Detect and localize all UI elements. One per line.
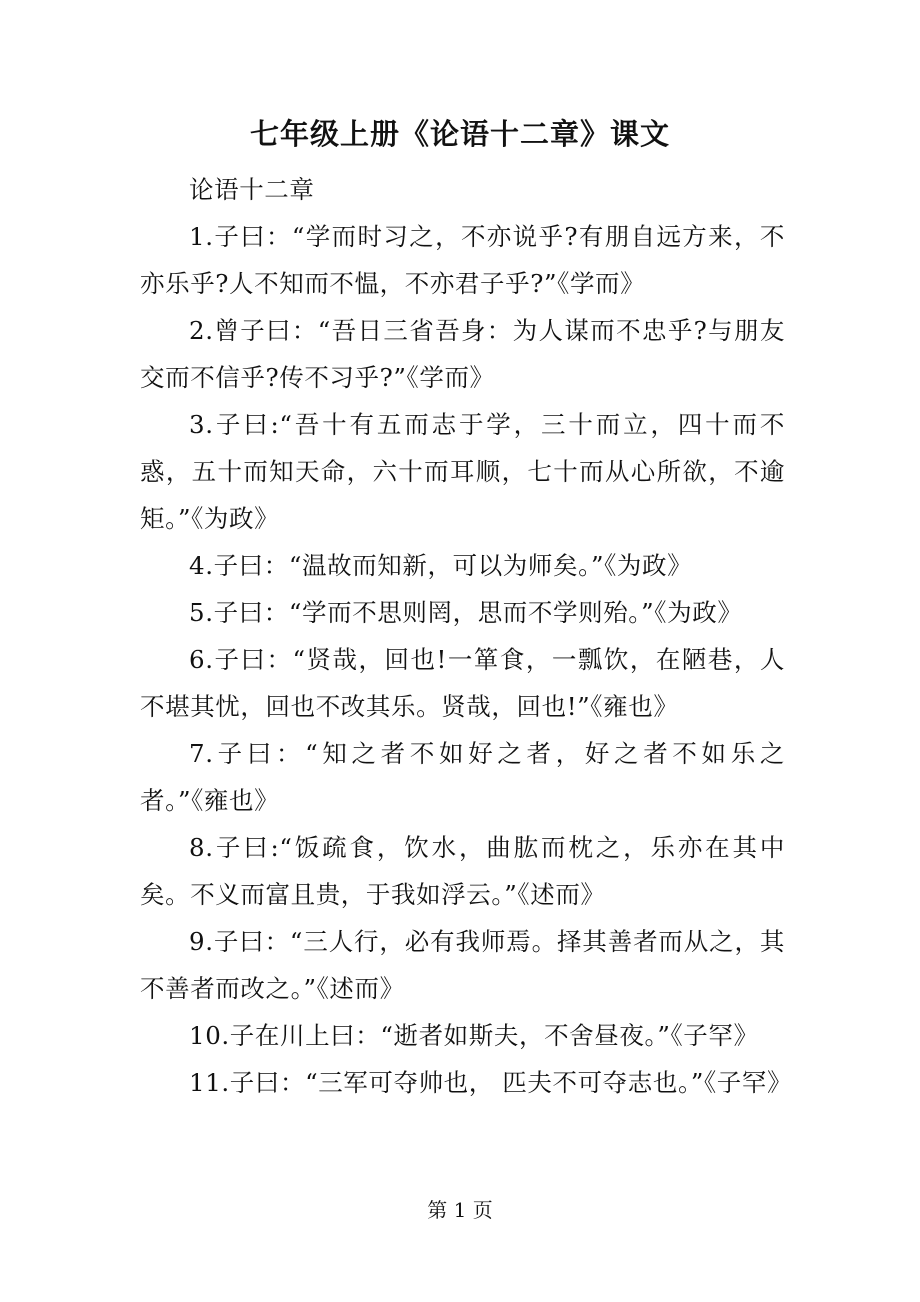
document-body — [140, 166, 793, 1106]
paragraph-6: 6.子曰：“贤哉，回也!一箪食，一瓢饮，在陋巷，人不堪其忧，回也不改其乐。贤哉，回也!”《雍也》 — [140, 645, 785, 721]
paragraph-8: 8.子曰:“饭疏食，饮水，曲肱而枕之，乐亦在其中矣。不义而富且贵，于我如浮云。”《述而》 — [140, 833, 785, 909]
paragraph-10: 10.子在川上曰：“逝者如斯夫，不舍昼夜。”《子罕》 — [189, 1021, 759, 1050]
paragraph-2: 2.曾子曰：“吾日三省吾身：为人谋而不忠乎?与朋友交而不信乎?传不习乎?”《学而》 — [140, 316, 785, 392]
paragraph-3: 3.子曰:“吾十有五而志于学，三十而立，四十而不惑，五十而知天命，六十而耳顺，七十而从心所欲，不逾矩。”《为政》 — [140, 410, 785, 533]
paragraph-1: 1.子曰：“学而时习之，不亦说乎?有朋自远方来，不亦乐乎?人不知而不愠，不亦君子乎?”《学而》 — [140, 222, 785, 298]
paragraph-4: 4.子曰：“温故而知新，可以为师矣。”《为政》 — [189, 551, 693, 580]
paragraph-7: 7.子曰：“知之者不如好之者，好之者不如乐之者。”《雍也》 — [140, 739, 785, 815]
paragraph-11: 11.子曰：“三军可夺帅也， 匹夫不可夺志也。”《子罕》 — [189, 1068, 793, 1097]
paragraph-5: 5.子曰：“学而不思则罔，思而不学则殆。”《为政》 — [189, 598, 743, 627]
section-subtitle: 论语十二章 — [189, 175, 315, 204]
page-number: 第 1 页 — [427, 1198, 493, 1222]
paragraph-9: 9.子曰：“三人行，必有我师焉。择其善者而从之，其不善者而改之。”《述而》 — [140, 927, 785, 1003]
document-title: 七年级上册《论语十二章》课文 — [249, 117, 670, 151]
